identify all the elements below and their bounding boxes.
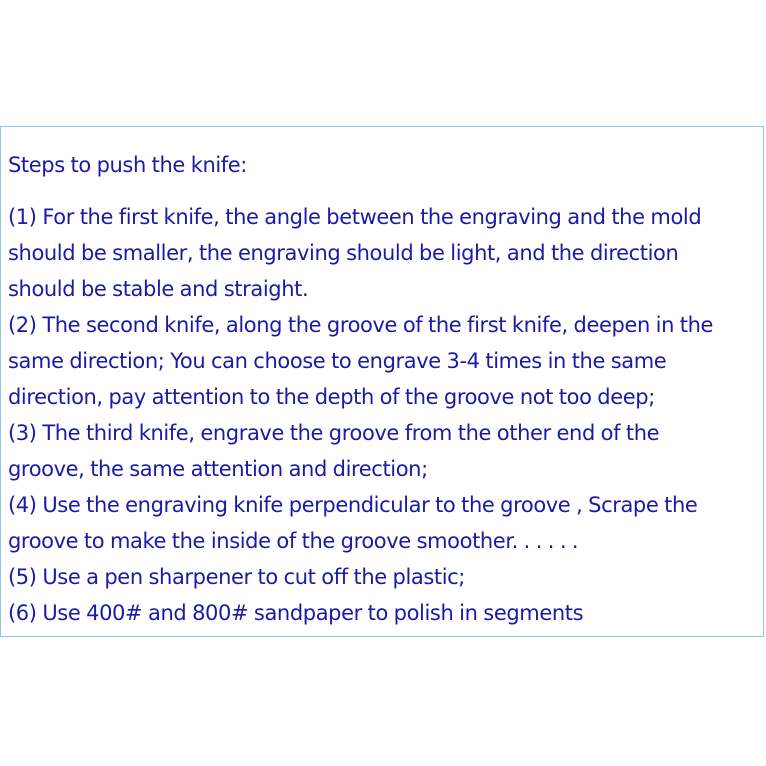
- step-3-line-1: (3) The third knife, engrave the groove from the other end of the: [8, 421, 660, 445]
- step-1-line-2: should be smaller, the engraving should be light, and the direction: [8, 241, 679, 265]
- steps-list: [8, 199, 760, 631]
- step-4-line-1: (4) Use the engraving knife perpendicular to the groove , Scrape the: [8, 493, 698, 517]
- instructions-heading: Steps to push the knife:: [8, 153, 247, 177]
- instructions-panel: [0, 126, 764, 637]
- step-6-line-1: (6) Use 400# and 800# sandpaper to polish in segments: [8, 601, 584, 625]
- step-1-line-1: (1) For the first knife, the angle between the engraving and the mold: [8, 205, 702, 229]
- step-5-line-1: (5) Use a pen sharpener to cut off the plastic;: [8, 565, 465, 589]
- step-2-line-3: direction, pay attention to the depth of the groove not too deep;: [8, 385, 655, 409]
- step-1-line-3: should be stable and straight.: [8, 277, 309, 301]
- step-4-line-2: groove to make the inside of the groove smoother. . . . . .: [8, 529, 579, 553]
- step-3-line-2: groove, the same attention and direction;: [8, 457, 428, 481]
- step-2-line-2: same direction; You can choose to engrave 3-4 times in the same: [8, 349, 667, 373]
- step-2-line-1: (2) The second knife, along the groove of the first knife, deepen in the: [8, 313, 714, 337]
